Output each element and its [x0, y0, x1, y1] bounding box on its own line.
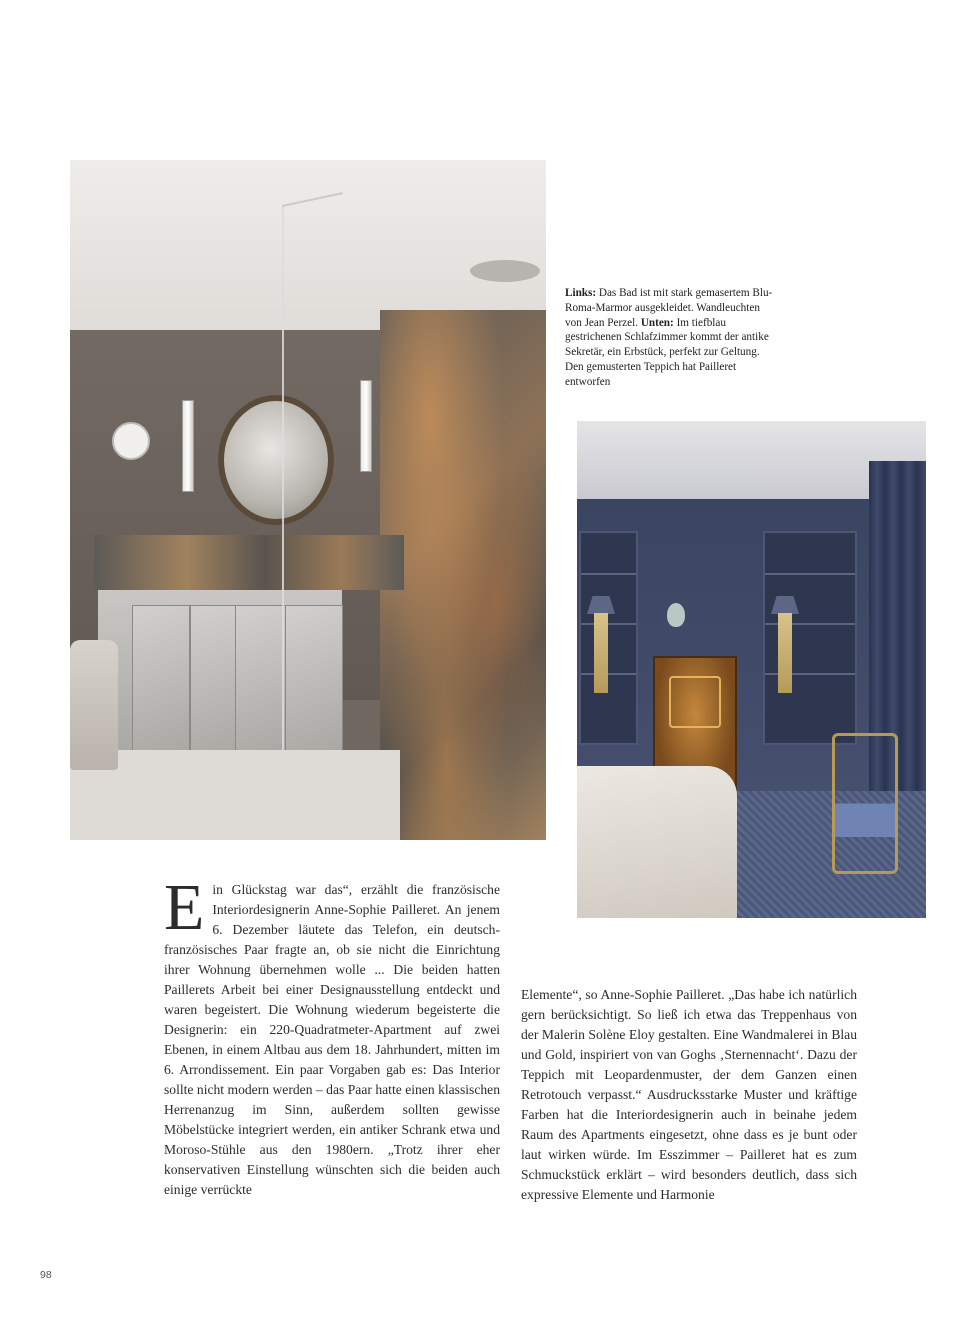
article-text-right: Elemente“, so Anne-Sophie Pailleret. „Das habe ich natürlich gern berücksichtigt. So ließ ich etwa das Treppenhaus von der Malerin Solène Eloy gestalten. Eine Wandmalerei in Blau und Gold, inspiriert von van Goghs ‚Sternennacht‘. Dazu der Teppich mit Leopardenmuster, der dem Ganzen einen Retrotouch verpasst.“ Ausdrucksstarke Muster und kräftige Farben hat die Interiordesignerin auch in beinahe jedem Raum des Apartments eingesetzt, ohne dass es je bunt oder laut wirken würde. Im Esszimmer – Pailleret hat es zum Schmuckstück erklärt – wird besonders deutlich, dass sich expressive Elemente und Harmonie — [521, 987, 857, 1202]
page-number: 98 — [40, 1269, 52, 1281]
marble-backsplash — [94, 535, 404, 590]
wall-sconce-right — [360, 380, 372, 472]
article-column-left — [164, 871, 500, 1200]
bathroom-stool — [70, 640, 118, 770]
bathroom-floor — [70, 750, 400, 840]
caption-text-below: Im tiefblau gestrichenen Schlafzimmer kommt der antike Sekretär, ein Erbstück, perfekt zur Geltung. Den gemusterten Teppich hat Pailleret entworfen — [565, 316, 769, 388]
bedroom-photo — [577, 421, 926, 918]
caption-label-below: Unten: — [640, 316, 674, 329]
glass-shower-frame — [282, 205, 284, 840]
article-text-left: in Glückstag war das“, erzählt die französische Interiordesignerin Anne-Sophie Pailleret. An jenem 6. Dezember läutete das Telefon, ein deutsch-französisches Paar fragte an, ob sie nicht die Einrichtung ihrer Wohnung übernehmen wolle ... Die beiden hatten Paillerets Arbeit bei einer Designausstellung entdeckt und waren begeistert. Die Wohnung wiederum begeisterte die Designerin: ein 220-Quadratmeter-Apartment auf zwei Ebenen, in einem Altbau aus dem 18. Jahrhundert, mitten im 6. Arrondissement. Ein paar Vorgaben gab es: Das Interior sollte nicht modern werden – das Paar hatte einen klassischen Herrenanzug im Sinn, außerdem sollten gewisse Möbelstücke integriert werden, ein antiker Schrank etwa und Moroso-Stühle aus den 1980ern. „Trotz ihrer eher konservativen Einstellung wünschten sich die beiden auch einige verrückte — [164, 882, 500, 1197]
bed-blanket — [577, 766, 737, 918]
article-column-right — [521, 985, 857, 1205]
caption-text-left: Das Bad ist mit stark gemasertem Blu-Roma-Marmor ausgekleidet. Wandleuchten von Jean Perzel. — [565, 287, 773, 329]
caption-label-left: Links: — [565, 287, 597, 299]
photo-caption — [565, 286, 779, 390]
bathroom-photo — [70, 160, 546, 840]
rain-shower-head — [470, 260, 540, 282]
marble-wall-panel — [380, 310, 546, 840]
wall-mask — [667, 603, 685, 627]
dropcap: E — [164, 871, 205, 944]
lamp-left — [594, 613, 608, 693]
round-mirror — [218, 395, 334, 525]
gilded-chair — [832, 733, 898, 874]
bookshelf-left — [579, 531, 638, 745]
vanity-door — [132, 605, 190, 767]
vanity-door — [285, 605, 343, 767]
wall-sconce-left — [182, 400, 194, 492]
wall-lamp — [112, 422, 150, 460]
lamp-right — [778, 613, 792, 693]
